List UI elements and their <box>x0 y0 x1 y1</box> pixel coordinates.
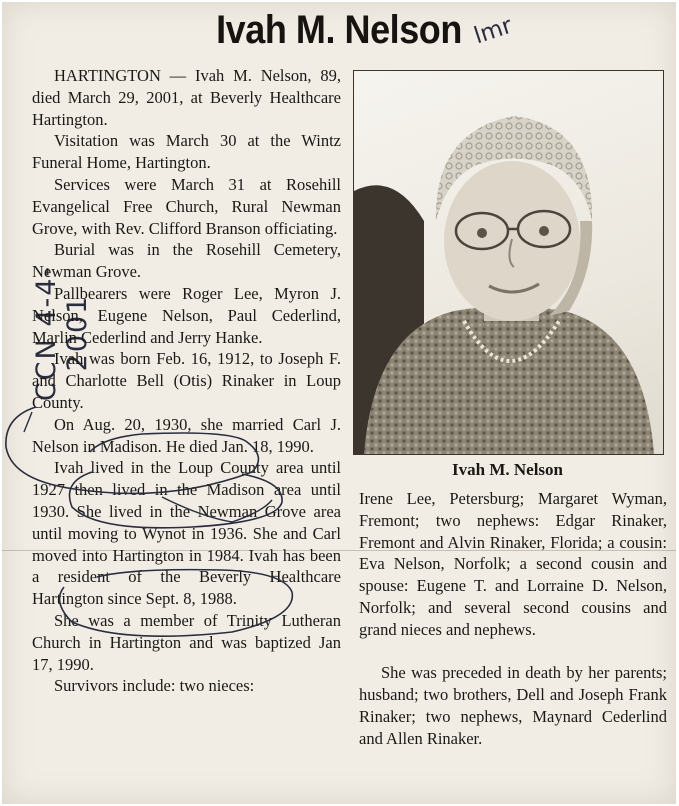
paragraph-marriage: On Aug. 20, 1930, she married Carl J. Nelson in Madison. He died Jan. 18, 1990. <box>32 414 341 456</box>
portrait-photo <box>353 70 664 455</box>
paragraph-residence: Ivah lived in the Loup County area until 1927 then lived in the Madison area until 1930. She lived in the Newman Grove area until moving to Wynot in 1936. She and Carl moved into Hartington in 1984. Ivah has been a resident of the Beverly Healthcare Hartington since Sept. 8, 1988. <box>32 458 341 609</box>
obituary-title: Ivah M. Nelson <box>216 8 462 52</box>
paragraph-visitation: Visitation was March 30 at the Wintz Funeral Home, Hartington. <box>32 131 341 173</box>
right-text-column <box>359 488 667 750</box>
paragraph-preceded: She was preceded in death by her parents; husband; two brothers, Dell and Joseph Frank Rinaker; two nephews, Maynard Cederlind and Allen Rinaker. <box>359 663 667 748</box>
handwritten-initials: lmr <box>470 12 516 50</box>
paragraph-burial: Burial was in the Rosehill Cemetery, Newman Grove. <box>32 240 341 282</box>
paragraph-survivors-continued: Irene Lee, Petersburg; Margaret Wyman, Fremont; two nephews: Edgar Rinaker, Fremont and Alvin Rinaker, Florida; a cousin: Eva Nelson, Norfolk; a second cousin and spouse: Eugene T. and Lorraine D. Nelson, Norfolk; and several second cousins and grand nieces and nephews. <box>359 489 667 639</box>
paragraph-survivors: Survivors include: two nieces: <box>54 676 255 696</box>
paragraph-church: She was a member of Trinity Lutheran Church in Hartington and was baptized Jan 17, 1990. <box>32 610 341 674</box>
paragraph-birth: Ivah was born Feb. 16, 1912, to Joseph F. and Charlotte Bell (Otis) Rinaker in Loup County. <box>32 349 341 412</box>
photo-caption: Ivah M. Nelson <box>452 460 563 479</box>
paragraph-death: HARTINGTON — Ivah M. Nelson, 89, died March 29, 2001, at Beverly Healthcare Hartington. <box>32 66 341 129</box>
paragraph-pallbearers: Pallbearers were Roger Lee, Myron J. Nelson, Eugene Nelson, Paul Cederlind, Marlin Cederlind and Jerry Hanke. <box>32 283 341 347</box>
paragraph-services: Services were March 31 at Rosehill Evangelical Free Church, Rural Newman Grove, with Rev. Clifford Branson officiating. <box>32 174 341 238</box>
handwritten-date: CCN 4-4-2001 <box>31 264 93 402</box>
newspaper-clipping <box>2 2 676 804</box>
portrait-image <box>354 71 663 454</box>
left-text-column <box>32 65 341 697</box>
